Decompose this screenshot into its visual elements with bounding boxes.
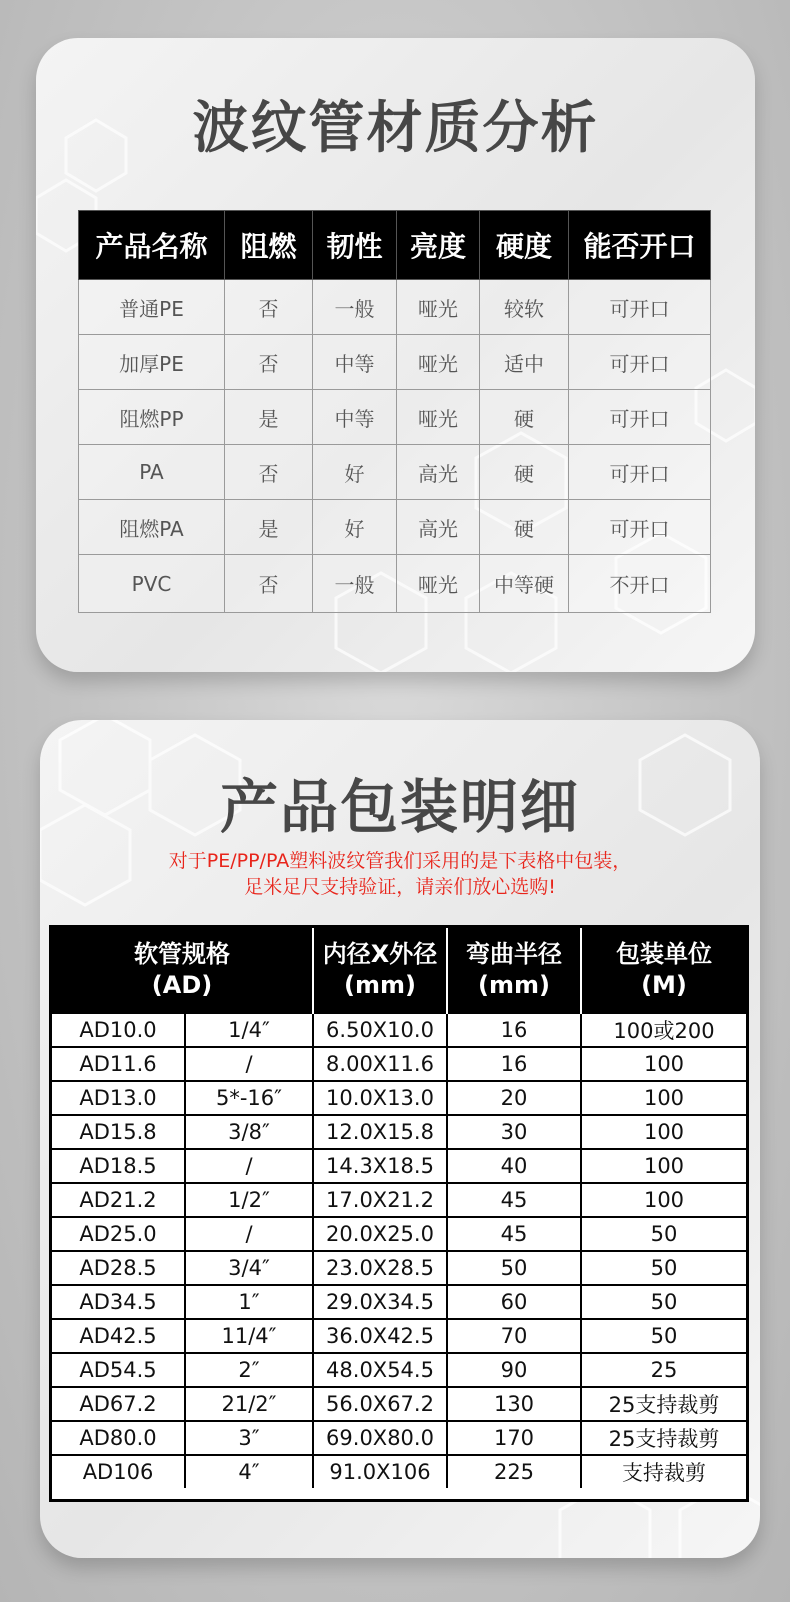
table-cell: 2″ [185, 1353, 313, 1387]
table-row [79, 335, 711, 390]
table-cell: 哑光 [397, 390, 480, 445]
table-cell: 130 [447, 1387, 581, 1421]
table-cell: 阻燃PA [79, 500, 225, 555]
table-row [52, 1115, 746, 1149]
packaging-table [52, 928, 746, 1488]
table-row [79, 280, 711, 335]
header-line: 内径X外径 [322, 940, 438, 968]
table-cell: AD10.0 [52, 1013, 185, 1047]
header-line: (mm) [478, 971, 550, 999]
table-cell: 170 [447, 1421, 581, 1455]
table-cell: 1″ [185, 1285, 313, 1319]
table-cell: 3/8″ [185, 1115, 313, 1149]
table-cell: 50 [581, 1319, 746, 1353]
table-cell: 50 [581, 1251, 746, 1285]
table-row [52, 1319, 746, 1353]
table-cell: 50 [581, 1217, 746, 1251]
header-line: (mm) [344, 971, 416, 999]
header-openable: 能否开口 [569, 211, 711, 280]
table-cell: 16 [447, 1013, 581, 1047]
table-cell: PA [79, 445, 225, 500]
table-cell: 否 [225, 280, 313, 335]
table-cell: 6.50X10.0 [313, 1013, 447, 1047]
table-cell: 30 [447, 1115, 581, 1149]
table-cell: 可开口 [569, 500, 711, 555]
table-cell: 加厚PE [79, 335, 225, 390]
table-cell: 100 [581, 1047, 746, 1081]
table-cell: 哑光 [397, 555, 480, 613]
table-cell: 14.3X18.5 [313, 1149, 447, 1183]
table-row [52, 1421, 746, 1455]
table-row [52, 1047, 746, 1081]
table-cell: 否 [225, 335, 313, 390]
header-line: 软管规格 [134, 940, 230, 968]
table-cell: 100或200 [581, 1013, 746, 1047]
table-cell: 一般 [313, 555, 397, 613]
table-row [52, 1217, 746, 1251]
table-cell: 45 [447, 1217, 581, 1251]
table-cell: 1/4″ [185, 1013, 313, 1047]
table-row [79, 445, 711, 500]
material-card [36, 38, 755, 672]
header-line: 弯曲半径 [466, 940, 562, 968]
table-cell: AD106 [52, 1455, 185, 1488]
table-cell: 69.0X80.0 [313, 1421, 447, 1455]
notice-line: 足米足尺支持验证，请亲们放心选购! [244, 876, 556, 898]
table-cell: 否 [225, 445, 313, 500]
table-cell: 21/2″ [185, 1387, 313, 1421]
table-cell: 29.0X34.5 [313, 1285, 447, 1319]
table-cell: 哑光 [397, 280, 480, 335]
table-row [52, 1353, 746, 1387]
table-row [52, 1455, 746, 1488]
table-row [52, 1183, 746, 1217]
header-flame-retardant: 阻燃 [225, 211, 313, 280]
table-cell: AD13.0 [52, 1081, 185, 1115]
header-line: (AD) [151, 971, 213, 999]
table-cell: 40 [447, 1149, 581, 1183]
table-cell: 50 [581, 1285, 746, 1319]
table-cell: 23.0X28.5 [313, 1251, 447, 1285]
table-cell: 可开口 [569, 280, 711, 335]
header-product-name: 产品名称 [79, 211, 225, 280]
table-cell: 5*-16″ [185, 1081, 313, 1115]
table-cell: AD67.2 [52, 1387, 185, 1421]
table-cell: 好 [313, 445, 397, 500]
table-cell: 可开口 [569, 445, 711, 500]
table-cell: 高光 [397, 445, 480, 500]
table-cell: 100 [581, 1183, 746, 1217]
table-cell: 25支持裁剪 [581, 1421, 746, 1455]
table-cell: 12.0X15.8 [313, 1115, 447, 1149]
packaging-card [40, 720, 760, 1558]
header-gloss: 亮度 [397, 211, 480, 280]
table-cell: 100 [581, 1081, 746, 1115]
table-row [79, 500, 711, 555]
table-cell: 可开口 [569, 335, 711, 390]
table-cell: 硬 [480, 390, 569, 445]
table-cell: 8.00X11.6 [313, 1047, 447, 1081]
material-header-row [79, 211, 711, 280]
material-table [78, 210, 711, 613]
table-cell: 17.0X21.2 [313, 1183, 447, 1217]
table-cell: 70 [447, 1319, 581, 1353]
table-cell: / [185, 1217, 313, 1251]
packaging-table-frame [49, 925, 749, 1502]
table-cell: AD25.0 [52, 1217, 185, 1251]
table-cell: 可开口 [569, 390, 711, 445]
table-cell: 91.0X106 [313, 1455, 447, 1488]
table-cell: 10.0X13.0 [313, 1081, 447, 1115]
table-cell: 36.0X42.5 [313, 1319, 447, 1353]
table-cell: 1/2″ [185, 1183, 313, 1217]
table-cell: AD34.5 [52, 1285, 185, 1319]
table-cell: AD18.5 [52, 1149, 185, 1183]
table-cell: 好 [313, 500, 397, 555]
header-line: 包装单位 [616, 940, 712, 968]
table-cell: 48.0X54.5 [313, 1353, 447, 1387]
table-cell: 4″ [185, 1455, 313, 1488]
table-cell: 25 [581, 1353, 746, 1387]
table-cell: AD80.0 [52, 1421, 185, 1455]
table-cell: 50 [447, 1251, 581, 1285]
table-cell: 25支持裁剪 [581, 1387, 746, 1421]
packaging-notice [40, 848, 760, 900]
table-cell: 否 [225, 555, 313, 613]
table-row [52, 1251, 746, 1285]
table-cell: 是 [225, 390, 313, 445]
header-toughness: 韧性 [313, 211, 397, 280]
table-cell: 是 [225, 500, 313, 555]
table-cell: 56.0X67.2 [313, 1387, 447, 1421]
table-cell: 高光 [397, 500, 480, 555]
packaging-header-row [52, 928, 746, 1013]
header-diameter [313, 928, 447, 1013]
table-cell: 3″ [185, 1421, 313, 1455]
header-line: (M) [641, 971, 687, 999]
table-cell: 适中 [480, 335, 569, 390]
table-cell: 3/4″ [185, 1251, 313, 1285]
header-hardness: 硬度 [480, 211, 569, 280]
table-cell: 20 [447, 1081, 581, 1115]
table-cell: 一般 [313, 280, 397, 335]
packaging-title: 产品包装明细 [219, 773, 580, 841]
table-row [52, 1285, 746, 1319]
table-cell: 中等 [313, 335, 397, 390]
table-cell: 60 [447, 1285, 581, 1319]
table-row [52, 1149, 746, 1183]
table-cell: AD54.5 [52, 1353, 185, 1387]
table-cell: 100 [581, 1149, 746, 1183]
header-hose-spec [52, 928, 313, 1013]
header-package-unit [581, 928, 746, 1013]
table-cell: 225 [447, 1455, 581, 1488]
table-cell: 阻燃PP [79, 390, 225, 445]
table-cell: 11/4″ [185, 1319, 313, 1353]
table-cell: AD28.5 [52, 1251, 185, 1285]
table-cell: 普通PE [79, 280, 225, 335]
table-cell: 100 [581, 1115, 746, 1149]
table-row [79, 390, 711, 445]
table-cell: AD42.5 [52, 1319, 185, 1353]
table-cell: 不开口 [569, 555, 711, 613]
table-row [52, 1013, 746, 1047]
table-cell: AD21.2 [52, 1183, 185, 1217]
table-cell: 中等 [313, 390, 397, 445]
table-cell: 支持裁剪 [581, 1455, 746, 1488]
table-cell: 45 [447, 1183, 581, 1217]
table-cell: AD15.8 [52, 1115, 185, 1149]
table-cell: 中等硬 [480, 555, 569, 613]
notice-line: 对于PE/PP/PA塑料波纹管我们采用的是下表格中包装， [168, 850, 632, 872]
table-cell: 硬 [480, 500, 569, 555]
table-cell: PVC [79, 555, 225, 613]
table-cell: 90 [447, 1353, 581, 1387]
table-cell: 20.0X25.0 [313, 1217, 447, 1251]
table-cell: / [185, 1047, 313, 1081]
table-cell: 硬 [480, 445, 569, 500]
header-bend-radius [447, 928, 581, 1013]
table-row [52, 1081, 746, 1115]
table-cell: 16 [447, 1047, 581, 1081]
table-row [79, 555, 711, 613]
table-cell: 较软 [480, 280, 569, 335]
table-cell: / [185, 1149, 313, 1183]
material-title: 波纹管材质分析 [192, 96, 599, 161]
table-cell: AD11.6 [52, 1047, 185, 1081]
table-cell: 哑光 [397, 335, 480, 390]
table-row [52, 1387, 746, 1421]
